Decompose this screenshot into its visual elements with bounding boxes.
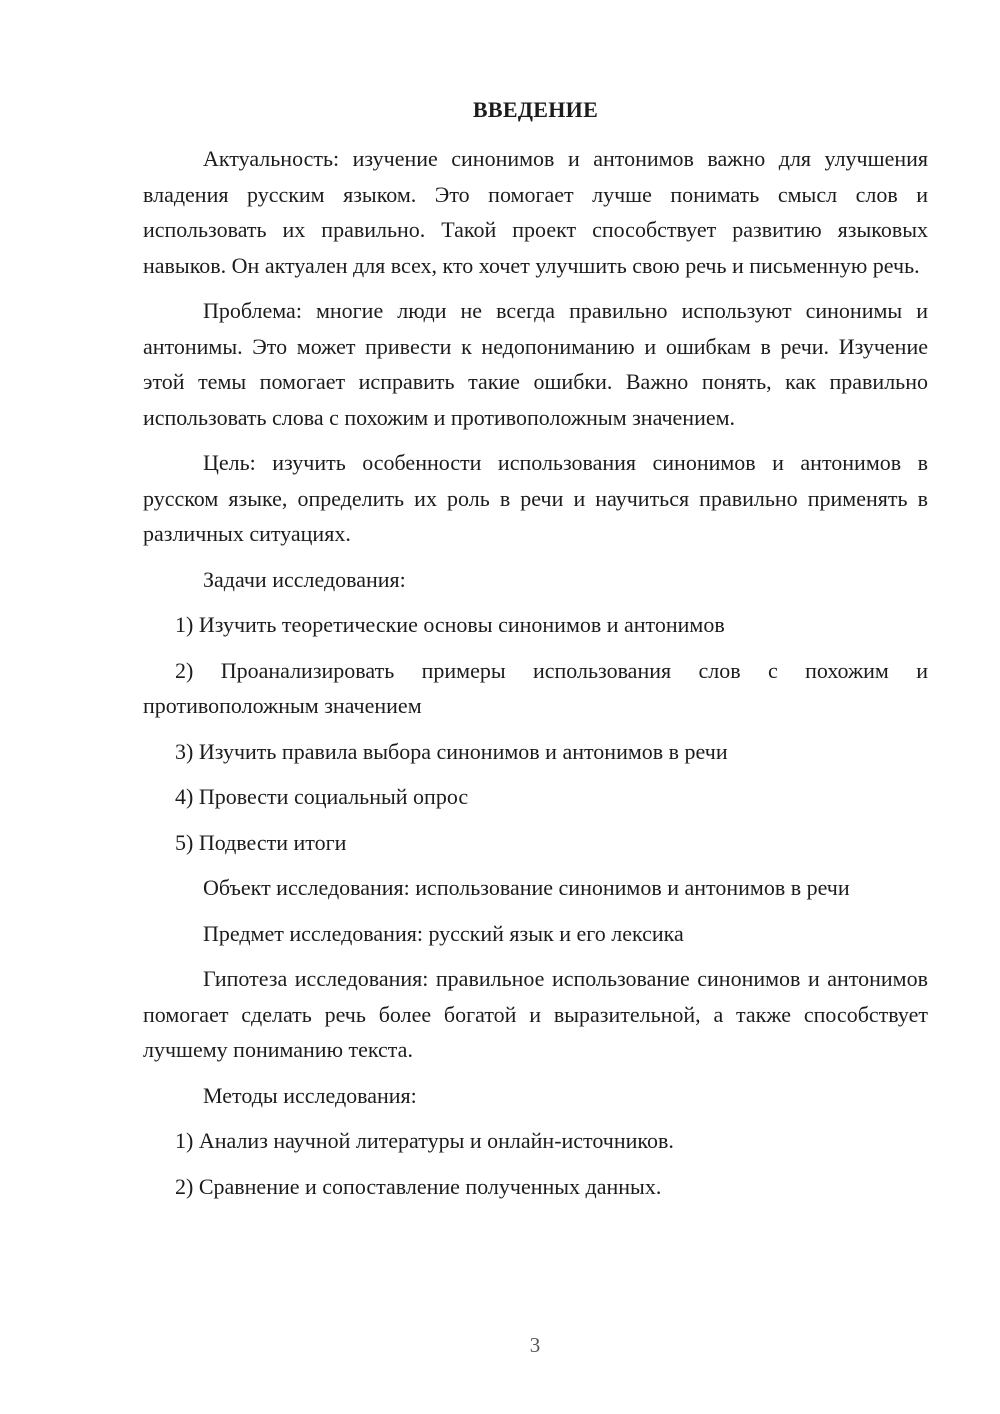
method-item-2: 2) Сравнение и сопоставление полученных данных. xyxy=(175,1173,662,1199)
subject-paragraph: Предмет исследования: русский язык и его лексика xyxy=(203,920,684,946)
methods-heading: Методы исследования: xyxy=(203,1082,417,1108)
page-body xyxy=(143,92,928,1214)
task-item-3: 3) Изучить правила выбора синонимов и антонимов в речи xyxy=(175,738,728,764)
relevance-paragraph: Актуальность: изучение синонимов и антонимов важно для улучшения владения русским языком. Это помогает лучше понимать смысл слов и использовать их правильно. Такой проект способствует развитию языковых навыков. Он актуален для всех, кто хочет улучшить свою речь и письменную речь. xyxy=(143,146,928,278)
object-paragraph: Объект исследования: использование синонимов и антонимов в речи xyxy=(203,875,850,900)
task-item-1: 1) Изучить теоретические основы синонимов и антонимов xyxy=(175,612,725,637)
tasks-heading: Задачи исследования: xyxy=(203,566,406,592)
task-item-4: 4) Провести социальный опрос xyxy=(175,784,469,809)
task-item-2: 2) Проанализировать примеры использования слов с похожим и противоположным значением xyxy=(143,657,928,718)
method-item-1: 1) Анализ научной литературы и онлайн-источников. xyxy=(175,1128,674,1153)
problem-paragraph: Проблема: многие люди не всегда правильно используют синонимы и антонимы. Это может привести к недопониманию и ошибкам в речи. Изучение этой темы помогает исправить такие ошибки. Важно понять, как правильно использовать слова с похожим и противоположным значением. xyxy=(143,298,928,430)
hypothesis-paragraph: Гипотеза исследования: правильное использование синонимов и антонимов помогает сделать речь более богатой и выразительной, а также способствует лучшему пониманию текста. xyxy=(143,966,928,1062)
section-title: ВВЕДЕНИЕ xyxy=(472,97,599,122)
task-item-5: 5) Подвести итоги xyxy=(175,829,347,855)
page-number: 3 xyxy=(529,1333,541,1357)
goal-paragraph: Цель: изучить особенности использования синонимов и антонимов в русском языке, определить их роль в речи и научиться правильно применять в различных ситуациях. xyxy=(143,450,928,546)
